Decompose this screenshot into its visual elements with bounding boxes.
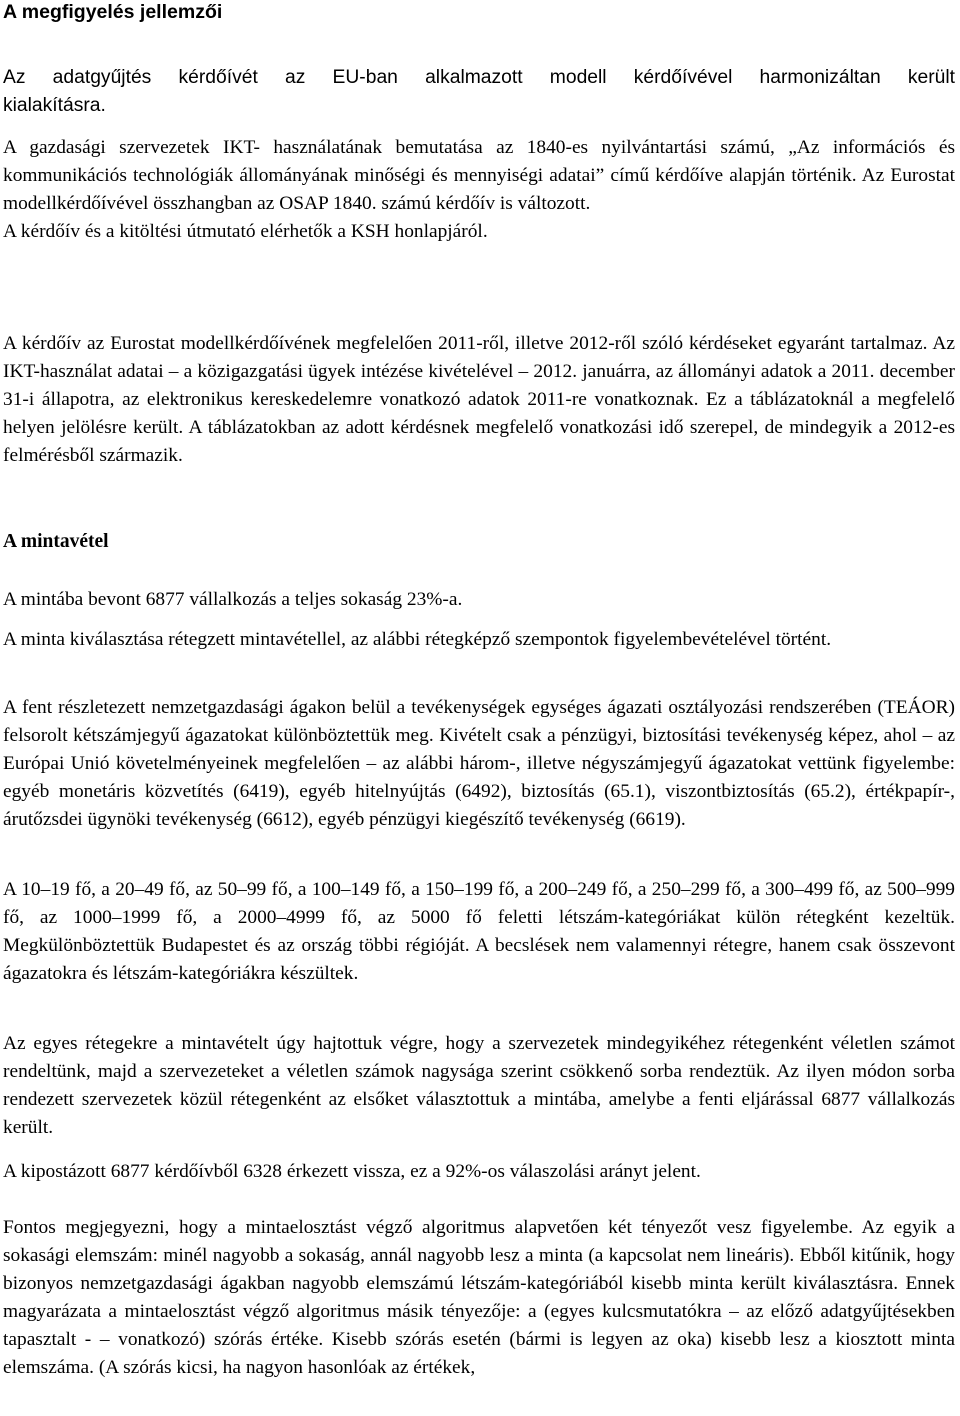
paragraph [3, 626, 955, 654]
paragraph-text [3, 134, 955, 218]
paragraph-text: A kérdőív és a kitöltési útmutató elérhetők a KSH honlapjáról. [3, 221, 488, 242]
paragraph [3, 1030, 955, 1142]
paragraph [3, 1214, 955, 1382]
paragraph-text: A 10–19 fő, a 20–49 fő, az 50–99 fő, a 100–149 fő, a 150–199 fő, a 200–249 fő, a 250–299 fő, a 300–499 fő, az 500–999 fő, az 1000–1999 fő, a 2000–4999 fő, az 5000 fő feletti létszám-kategóriákat külön rétegként kezeltük. Megkülönböztettük Budapestet és az ország többi régióját. A becslések nem valamennyi rétegre, hanem csak összevont ágazatokra és létszám-kategóriákra készültek. [3, 879, 955, 984]
paragraph [3, 586, 955, 614]
paragraph [3, 64, 955, 120]
section-heading: A mintavétel [3, 531, 109, 552]
paragraph-text: Az egyes rétegekre a mintavételt úgy hajtottuk végre, hogy a szervezetek mindegyikéhez rétegenként véletlen számot rendeltünk, majd a szervezeteket a véletlen számok nagysága szerint csökkenő sorba rendeztük. Az ilyen módon sorba rendezett szervezetek közül rétegenként az elsőket választottuk a mintába, amelybe a fenti eljárással 6877 vállalkozás került. [3, 1033, 955, 1138]
paragraph [3, 330, 955, 470]
section-megfigyeles [3, 0, 955, 24]
paragraph-text: A fent részletezett nemzetgazdasági ágakon belül a tevékenységek egységes ágazati osztályozási rendszerében (TEÁOR) felsorolt kétszámjegyű ágazatokat különböztettük meg. Kivételt csak a pénzügyi, biztosítási tevékenység képez, ahol – az Európai Unió követelményeinek megfelelően – az alábbi három-, illetve négyszámjegyű ágazatokat vettünk figyelembe: egyéb monetáris közvetítés (6419), egyéb hitelnyújtás (6492), biztosítás (65.1), viszontbiztosítás (65.2), értékpapír-, árutőzsdei ügynöki tevékenység (6612), egyéb pénzügyi kiegészítő tevékenység (6619). [3, 697, 955, 830]
paragraph-text: A mintába bevont 6877 vállalkozás a teljes sokaság 23%-a. [3, 589, 463, 610]
paragraph-text: Fontos megjegyezni, hogy a mintaelosztást végző algoritmus alapvetően két tényezőt vesz figyelembe. Az egyik a sokasági elemszám: minél nagyobb a sokaság, annál nagyobb lesz a minta (a kapcsolat nem lineáris). Ebből kitűnik, hogy bizonyos nemzetgazdasági ágakban nagyobb elemszámú létszám-kategóriából kisebb minta került kiválasztásra. Ennek magyarázata a mintaelosztást végző algoritmus másik tényezője: a (egyes kulcsmutatókra – az előző adatgyűjtésekben tapasztalt - – vonatkozó) szórás értéke. Kisebb szórás esetén (bármi is legyen az oka) kisebb lesz a kiosztott minta elemszáma. (A szórás kicsi, ha nagyon hasonlóak az értékek, [3, 1217, 955, 1378]
paragraph-line: Az adatgyűjtés kérdőívét az EU-ban alkalmazott modell kérdőívével harmonizáltan került [3, 67, 955, 88]
paragraph [3, 694, 955, 834]
paragraph-text: A kipostázott 6877 kérdőívből 6328 érkezett vissza, ez a 92%-os válaszolási arányt jelent. [3, 1161, 701, 1182]
paragraph [3, 1158, 955, 1186]
paragraph-line: kialakításra. [3, 95, 106, 116]
paragraph-text: A kérdőív az Eurostat modellkérdőívének megfelelően 2011-ről, illetve 2012-ről szóló kérdéseket egyaránt tartalmaz. Az IKT-használat adatai – a közigazgatási ügyek intézése kivételével – 2012. januárra, az állományi adatok a 2011. december 31-i állapotra, az elektronikus kereskedelemre vonatkozó adatok 2011-re vonatkoznak. Ez a táblázatoknál a megfelelő helyen jelölésre került. A táblázatokban az adott kérdésnek megfelelő vonatkozási idő szerepel, de mindegyik a 2012-es felmérésből származik. [3, 333, 955, 466]
paragraph-text-part: Az Eurostat modellkérdőívével összhangban az OSAP 1840. számú kérdőív is változott. [3, 165, 955, 214]
paragraph-text: A minta kiválasztása rétegzett mintavétellel, az alábbi rétegképző szempontok figyelembevételével történt. [3, 629, 832, 650]
paragraph-text-part: A gazdasági szervezetek IKT- használatának bemutatása az 1840-es nyilvántartási számú, „Az információs és kommunikációs technológiák állományának minőségi és mennyiségi adatai” című kérdőíve alapján történik. [3, 137, 955, 186]
paragraph [3, 134, 955, 246]
section-mintavetel [3, 530, 955, 554]
section-heading: A megfigyelés jellemzői [3, 1, 223, 23]
paragraph [3, 876, 955, 988]
